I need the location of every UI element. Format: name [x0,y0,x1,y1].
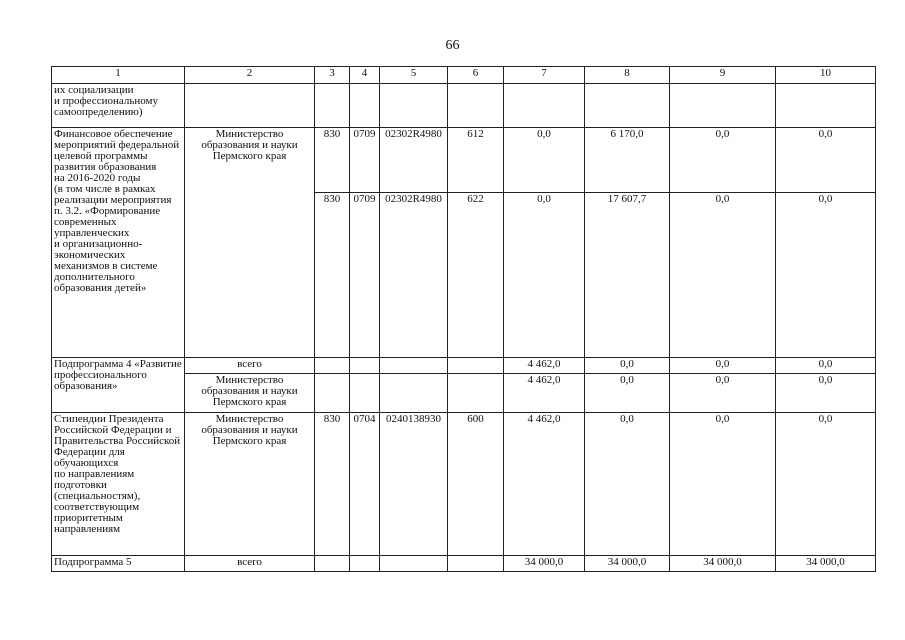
code-cell [350,556,380,572]
amount-cell: 0,0 [585,374,670,413]
amount-cell: 0,0 [776,358,876,374]
amount-cell: 0,0 [776,193,876,358]
executor-cell: всего [185,556,315,572]
amount-cell: 0,0 [670,374,776,413]
executor-cell: Министерство образования и науки Пермского края [185,128,315,358]
column-header: 10 [776,67,876,84]
amount-cell: 0,0 [776,128,876,193]
code-cell [448,374,504,413]
table-row [52,84,876,128]
code-cell [315,358,350,374]
column-header: 4 [350,67,380,84]
amount-cell: 0,0 [670,413,776,556]
code-cell [315,556,350,572]
amount-cell: 4 462,0 [504,358,585,374]
table-row [52,556,876,572]
table-row [52,358,876,374]
amount-cell [670,84,776,128]
code-cell: 830 [315,193,350,358]
code-cell: 02302R4980 [380,193,448,358]
amount-cell: 0,0 [776,413,876,556]
code-cell [315,374,350,413]
item-name-cell: Финансовое обеспечение мероприятий федеральной целевой программы развития образования на 2016-2020 годы (в том числе в рамках реализации мероприятия п. 3.2. «Формирование современных управленческих и организационно-экономических механизмов в системе дополнительного образования детей» [52,128,185,358]
page-number: 66 [445,38,460,53]
column-header: 1 [52,67,185,84]
column-header: 7 [504,67,585,84]
code-cell: 622 [448,193,504,358]
amount-cell: 0,0 [504,128,585,193]
executor-cell: всего [185,358,315,374]
code-cell [315,84,350,128]
item-name-cell: Подпрограмма 4 «Развитие профессионального образования» [52,358,185,413]
code-cell: 612 [448,128,504,193]
column-header: 2 [185,67,315,84]
code-cell: 830 [315,413,350,556]
column-header: 3 [315,67,350,84]
amount-cell: 0,0 [585,358,670,374]
amount-cell: 34 000,0 [585,556,670,572]
column-header: 9 [670,67,776,84]
amount-cell: 6 170,0 [585,128,670,193]
amount-cell: 4 462,0 [504,374,585,413]
amount-cell: 0,0 [504,193,585,358]
code-cell [350,374,380,413]
executor-cell [185,84,315,128]
code-cell [380,84,448,128]
amount-cell: 0,0 [585,413,670,556]
code-cell: 830 [315,128,350,193]
code-cell: 0709 [350,128,380,193]
code-cell: 600 [448,413,504,556]
code-cell [448,84,504,128]
executor-cell: Министерство образования и науки Пермского края [185,413,315,556]
amount-cell: 4 462,0 [504,413,585,556]
amount-cell: 34 000,0 [776,556,876,572]
amount-cell: 0,0 [670,193,776,358]
amount-cell: 34 000,0 [670,556,776,572]
item-name-cell: Стипендии Президента Российской Федерации и Правительства Российской Федерации для обучающихся по направлениям подготовки (специальностям), соответствующим приоритетным направлениям [52,413,185,556]
code-cell [448,556,504,572]
amount-cell: 34 000,0 [504,556,585,572]
code-cell: 02302R4980 [380,128,448,193]
code-cell: 0709 [350,193,380,358]
amount-cell: 0,0 [776,374,876,413]
executor-cell: Министерство образования и науки Пермского края [185,374,315,413]
code-cell [350,358,380,374]
table-row [52,128,876,193]
code-cell: 0240138930 [380,413,448,556]
column-header: 8 [585,67,670,84]
code-cell [380,556,448,572]
amount-cell: 0,0 [670,358,776,374]
code-cell: 0704 [350,413,380,556]
amount-cell: 0,0 [670,128,776,193]
column-number-row [52,67,876,84]
item-name-cell: их социализации и профессиональному самоопределению) [52,84,185,128]
budget-table [51,66,876,572]
table-row [52,413,876,556]
amount-cell [504,84,585,128]
code-cell [350,84,380,128]
item-name-cell: Подпрограмма 5 [52,556,185,572]
amount-cell [585,84,670,128]
code-cell [380,374,448,413]
amount-cell [776,84,876,128]
column-header: 6 [448,67,504,84]
code-cell [448,358,504,374]
amount-cell: 17 607,7 [585,193,670,358]
column-header: 5 [380,67,448,84]
code-cell [380,358,448,374]
